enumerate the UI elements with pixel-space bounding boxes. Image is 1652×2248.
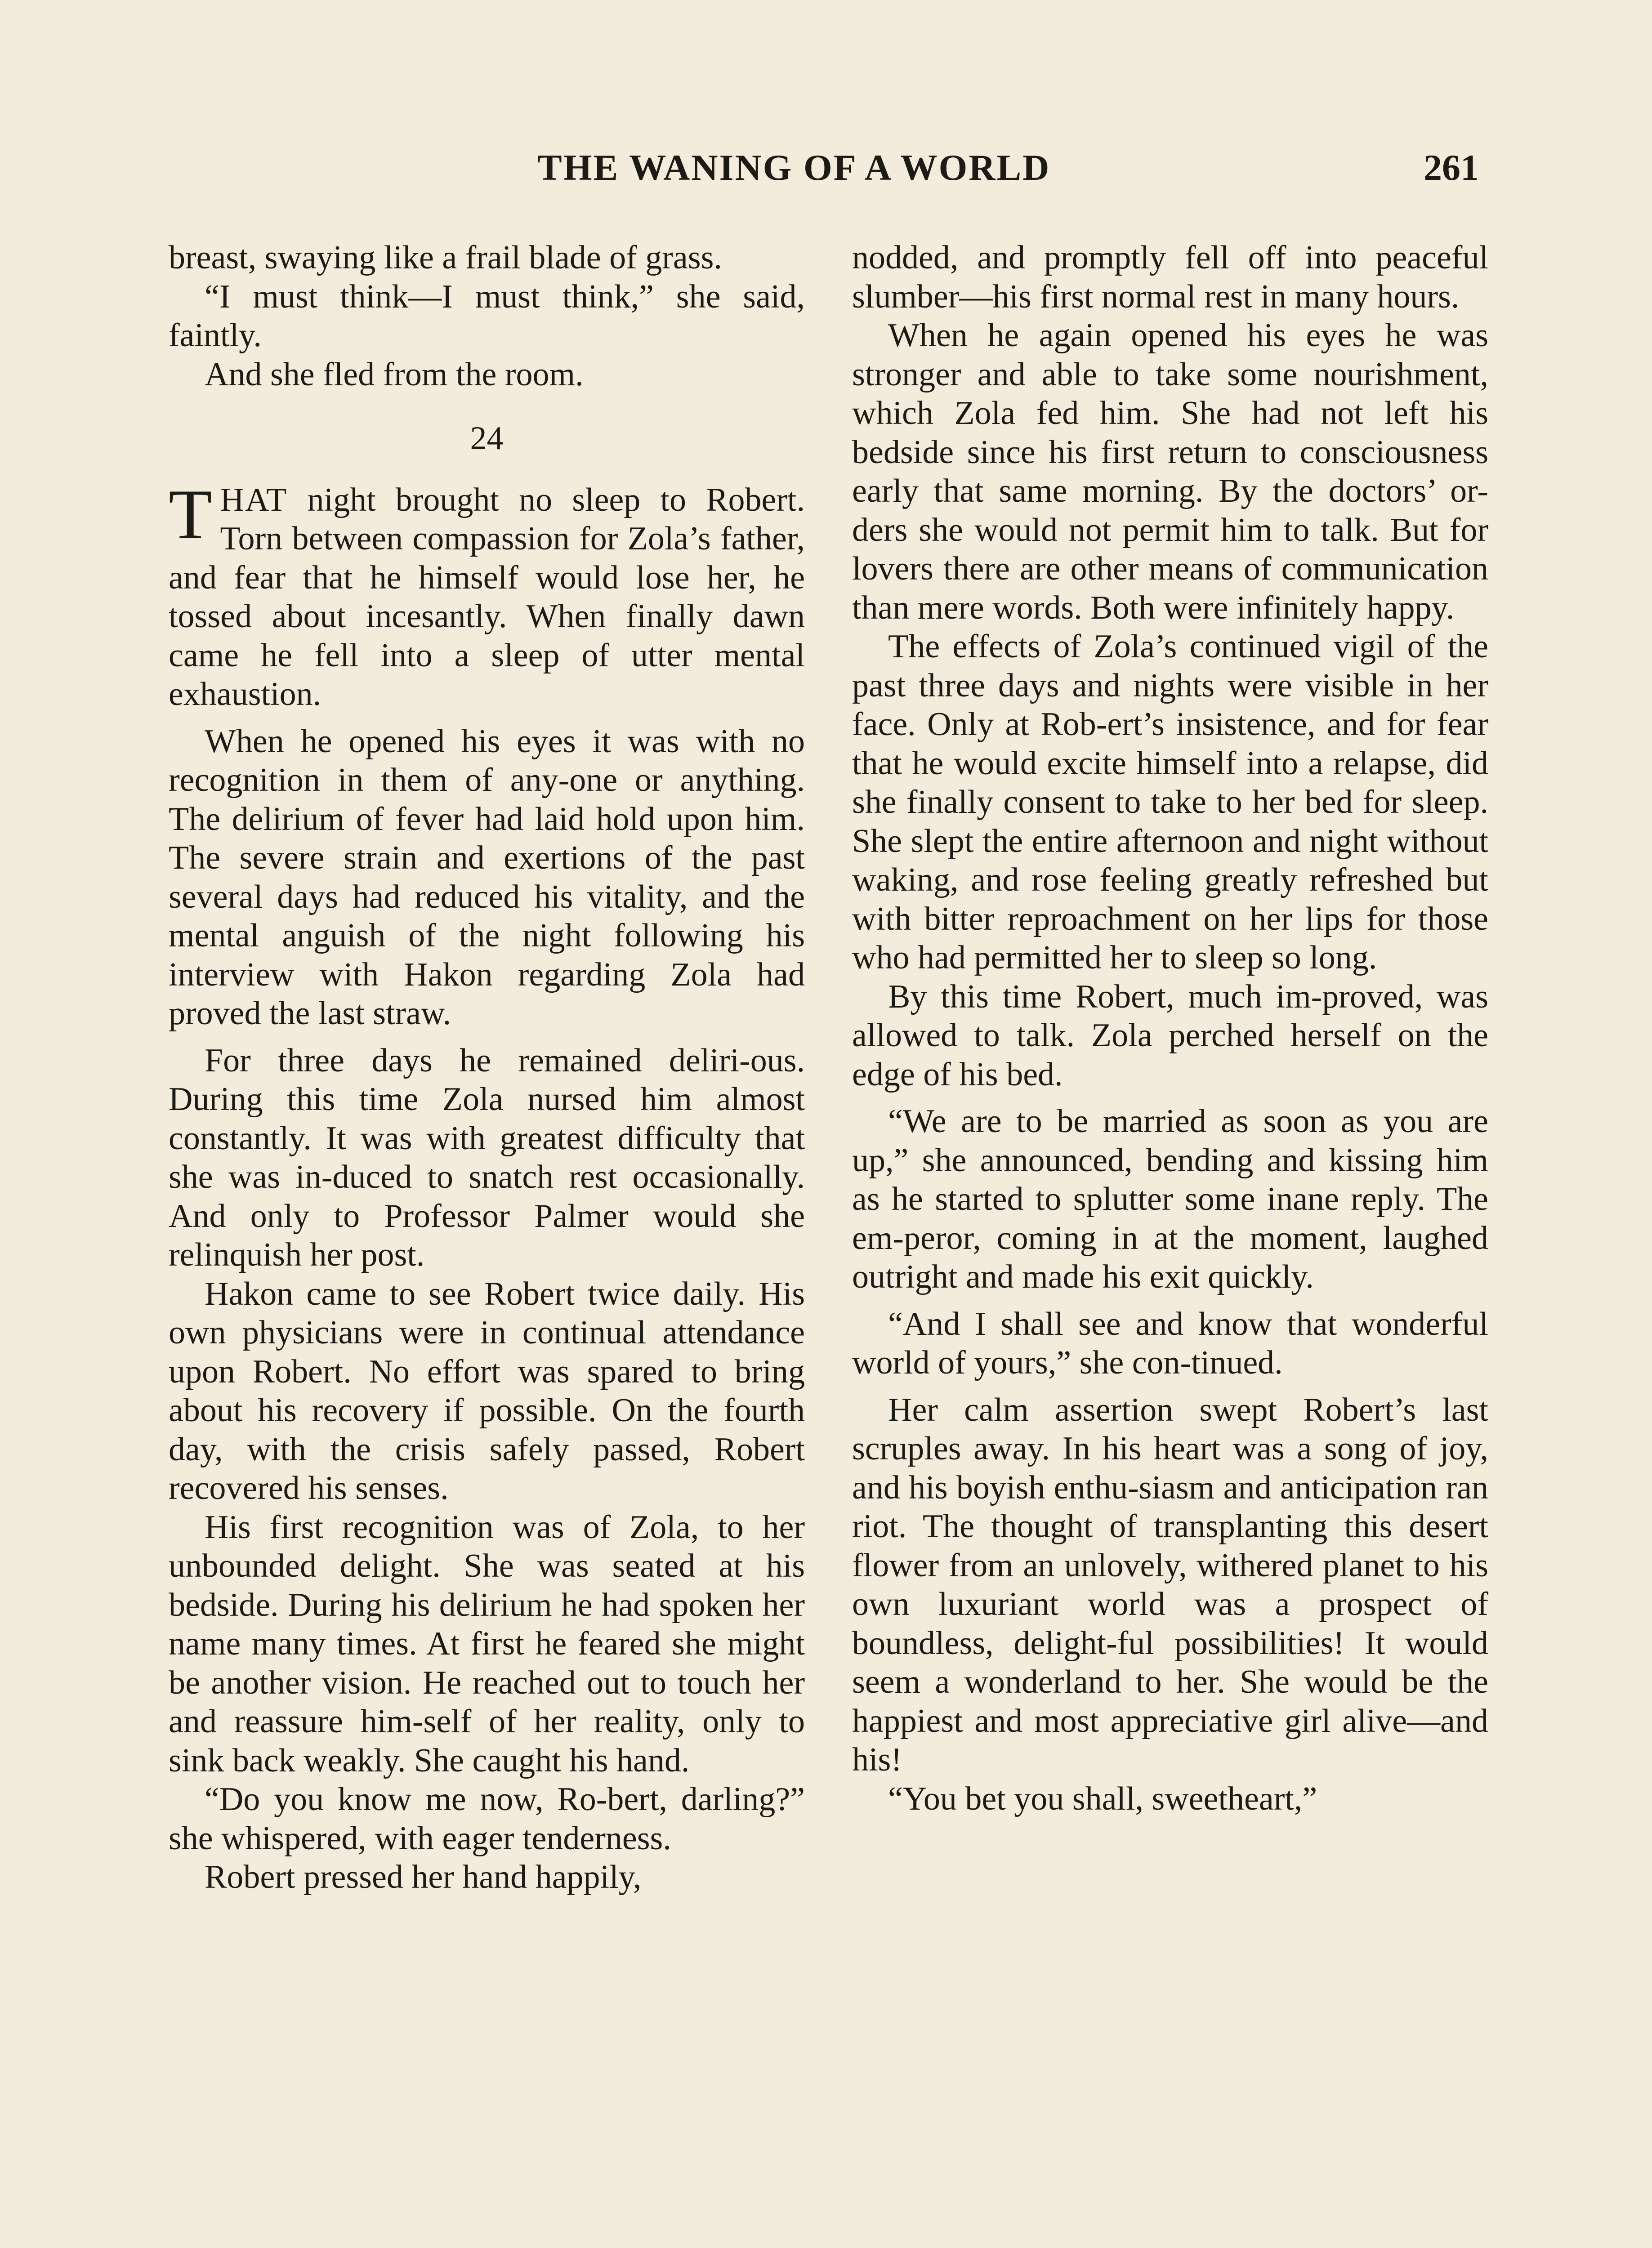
paragraph: “You bet you shall, sweetheart,” <box>888 1780 1317 1817</box>
paragraph-text: night brought no sleep to Robert. Torn between compassion for Zola’s father, and fear that he himself would lose her, he tossed about incesantly. When finally dawn came he fell into a sleep of utter mental exhaustion. <box>169 481 805 713</box>
paragraph: “Do you know me now, Ro-bert, darling?” she whispered, with eager tenderness. <box>169 1781 805 1857</box>
paragraph: “I must think—I must think,” she said, faintly. <box>169 278 805 354</box>
paragraph: “We are to be married as soon as you are up,” she announced, bending and kissing him as he started to splutter some inane reply. The em-peror, coming in at the moment, laughed outright and made his exit quickly. <box>852 1103 1488 1295</box>
paragraph: When he opened his eyes it was with no recognition in them of any-one or anything. The delirium of fever had laid hold upon him. The severe strain and exertions of the past several days had reduced his vitality, and the mental anguish of the night following his interview with Hakon regarding Zola had proved the last straw. <box>169 723 805 1032</box>
left-column <box>169 238 805 1897</box>
paragraph: By this time Robert, much im-proved, was allowed to talk. Zola perched herself on the edge of his bed. <box>852 978 1488 1093</box>
drop-cap: T <box>169 475 212 554</box>
paragraph: Hakon came to see Robert twice daily. His own physicians were in continual attendance upon Robert. No effort was spared to bring about his recovery if possible. On the fourth day, with the crisis safely passed, Robert recovered his senses. <box>169 1275 805 1507</box>
opening-paragraph <box>169 475 805 714</box>
paragraph: His first recognition was of Zola, to her unbounded delight. She was seated at his bedside. During his delirium he had spoken her name many times. At first he feared she might be another vision. He reached out to touch her and reassure him-self of her reality, only to sink back weakly. She caught his hand. <box>169 1508 805 1779</box>
paragraph: “And I shall see and know that wonderful world of yours,” she con-tinued. <box>852 1305 1488 1381</box>
page-number: 261 <box>1424 147 1479 188</box>
paragraph: breast, swaying like a frail blade of grass. <box>169 239 722 276</box>
paragraph: For three days he remained deliri-ous. During this time Zola nursed him almost constantly. It was with greatest difficulty that she was in-duced to snatch rest occasionally. And only to Professor Palmer would she relinquish her post. <box>169 1042 805 1273</box>
paragraph: Her calm assertion swept Robert’s last scruples away. In his heart was a song of joy, and his boyish enthu-siasm and anticipation ran riot. The thought of transplanting this desert flower from an unlovely, withered planet to his own luxuriant world was a prospect of boundless, delight-ful possibilities! It would seem a wonderland to her. She would be the happiest and most appreciative girl alive—and his! <box>852 1391 1488 1778</box>
page-header <box>537 147 1479 196</box>
paragraph: When he again opened his eyes he was stronger and able to take some nourishment, which Zola fed him. She had not left his bedside since his first return to consciousness early that same morning. By the doctors’ or-ders she would not permit him to talk. But for lovers there are other means of communication than mere words. Both were infinitely happy. <box>852 317 1488 626</box>
paragraph: The effects of Zola’s continued vigil of the past three days and nights were visible in her face. Only at Rob-ert’s insistence, and for fear that he would excite himself into a relapse, did she finally consent to take to her bed for sleep. She slept the entire afternoon and night without waking, and rose feeling greatly refreshed but with bitter reproachment on her lips for those who had permitted her to sleep so long. <box>852 628 1488 976</box>
right-column <box>852 238 1488 1818</box>
running-title: THE WANING OF A WORLD <box>537 147 1051 188</box>
paragraph: And she fled from the room. <box>205 356 584 393</box>
paragraph: Robert pressed her hand happily, <box>205 1859 642 1896</box>
paragraph: nodded, and promptly fell off into peaceful slumber—his first normal rest in many hours. <box>852 239 1488 315</box>
section-number: 24 <box>470 420 504 457</box>
small-caps-word: HAT <box>220 481 288 518</box>
